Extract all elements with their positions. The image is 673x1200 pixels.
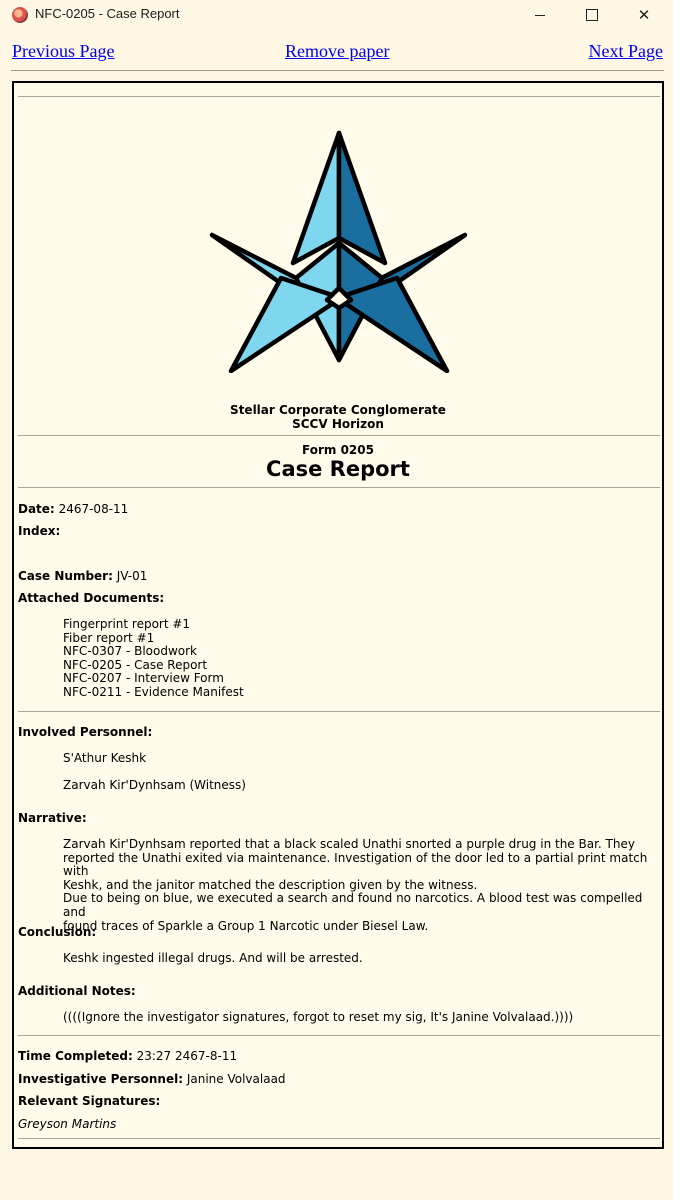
divider: [18, 1138, 660, 1139]
personnel-item: Zarvah Kir'Dynhsam (Witness): [63, 778, 246, 792]
list-item: NFC-0211 - Evidence Manifest: [63, 684, 244, 699]
list-item: NFC-0307 - Bloodwork: [63, 644, 197, 659]
list-item: Fiber report #1: [63, 630, 155, 645]
divider: [18, 96, 660, 97]
maximize-button[interactable]: [568, 0, 616, 30]
index-field: Index:: [18, 524, 61, 538]
window-title: NFC-0205 - Case Report: [35, 6, 180, 21]
list-item: Fingerprint report #1: [63, 617, 191, 631]
date-value: 2467-08-11: [58, 502, 129, 516]
time-completed-field: Time Completed: 23:27 2467-8-11: [18, 1049, 238, 1063]
close-icon: ✕: [637, 6, 651, 24]
case-number-field: Case Number: JV-01: [18, 569, 148, 583]
divider: [18, 487, 660, 488]
date-field: Date: 2467-08-11: [18, 502, 129, 516]
maximize-icon: [586, 9, 598, 21]
close-button[interactable]: [620, 0, 668, 30]
list-item: NFC-0207 - Interview Form: [63, 671, 224, 686]
attached-documents-list: [63, 618, 658, 700]
additional-notes-label: Additional Notes:: [18, 984, 136, 998]
case-number-value: JV-01: [116, 569, 148, 583]
signature: Greyson Martins: [18, 1117, 117, 1131]
investigative-personnel-value: Janine Volvalaad: [186, 1072, 286, 1086]
involved-personnel-label: Involved Personnel:: [18, 725, 153, 739]
form-number: Form 0205: [302, 443, 374, 457]
narrative-text: Zarvah Kir'Dynhsam reported that a black scaled Unathi snorted a purple drug in the Bar. They reported the Unathi exited via maintenance. Investigation of the door led to a partial print match with Keshk, and the janitor matched the description given by the witness. Due to being on blue, we executed a search and found no narcotics. A blood test was compelled and found traces of Sparkle a Group 1 Narcotic under Biesel Law.: [63, 837, 648, 933]
remove-paper-link[interactable]: Remove paper: [285, 41, 390, 61]
list-item: NFC-0205 - Case Report: [63, 657, 208, 672]
investigative-personnel-field: Investigative Personnel: Janine Volvalaad: [18, 1072, 286, 1086]
ship-name: SCCV Horizon: [292, 417, 384, 431]
divider: [18, 711, 660, 712]
personnel-item: S'Athur Keshk: [63, 751, 147, 765]
app-icon: [12, 7, 28, 23]
minimize-icon: [535, 15, 545, 16]
previous-page-link[interactable]: Previous Page: [12, 41, 115, 61]
scc-logo-icon: [209, 128, 469, 373]
form-title: Case Report: [266, 457, 410, 481]
relevant-signatures-label: Relevant Signatures:: [18, 1094, 161, 1108]
divider: [18, 1035, 660, 1036]
divider: [18, 435, 660, 436]
narrative-label: Narrative:: [18, 811, 87, 825]
page-navigation: [0, 41, 673, 63]
conclusion-label: Conclusion:: [18, 925, 97, 939]
organization-name: Stellar Corporate Conglomerate: [230, 403, 446, 417]
minimize-button[interactable]: [516, 0, 564, 30]
nav-divider: [11, 70, 664, 71]
conclusion-text: Keshk ingested illegal drugs. And will be arrested.: [63, 951, 363, 965]
next-page-link[interactable]: Next Page: [588, 41, 663, 61]
title-bar: [0, 0, 673, 30]
time-completed-value: 23:27 2467-8-11: [136, 1049, 238, 1063]
attached-documents-label: Attached Documents:: [18, 591, 165, 605]
paper-document: [12, 81, 664, 1149]
additional-notes-text: ((((Ignore the investigator signatures, forgot to reset my sig, It's Janine Volvalaad.)))): [63, 1010, 574, 1024]
